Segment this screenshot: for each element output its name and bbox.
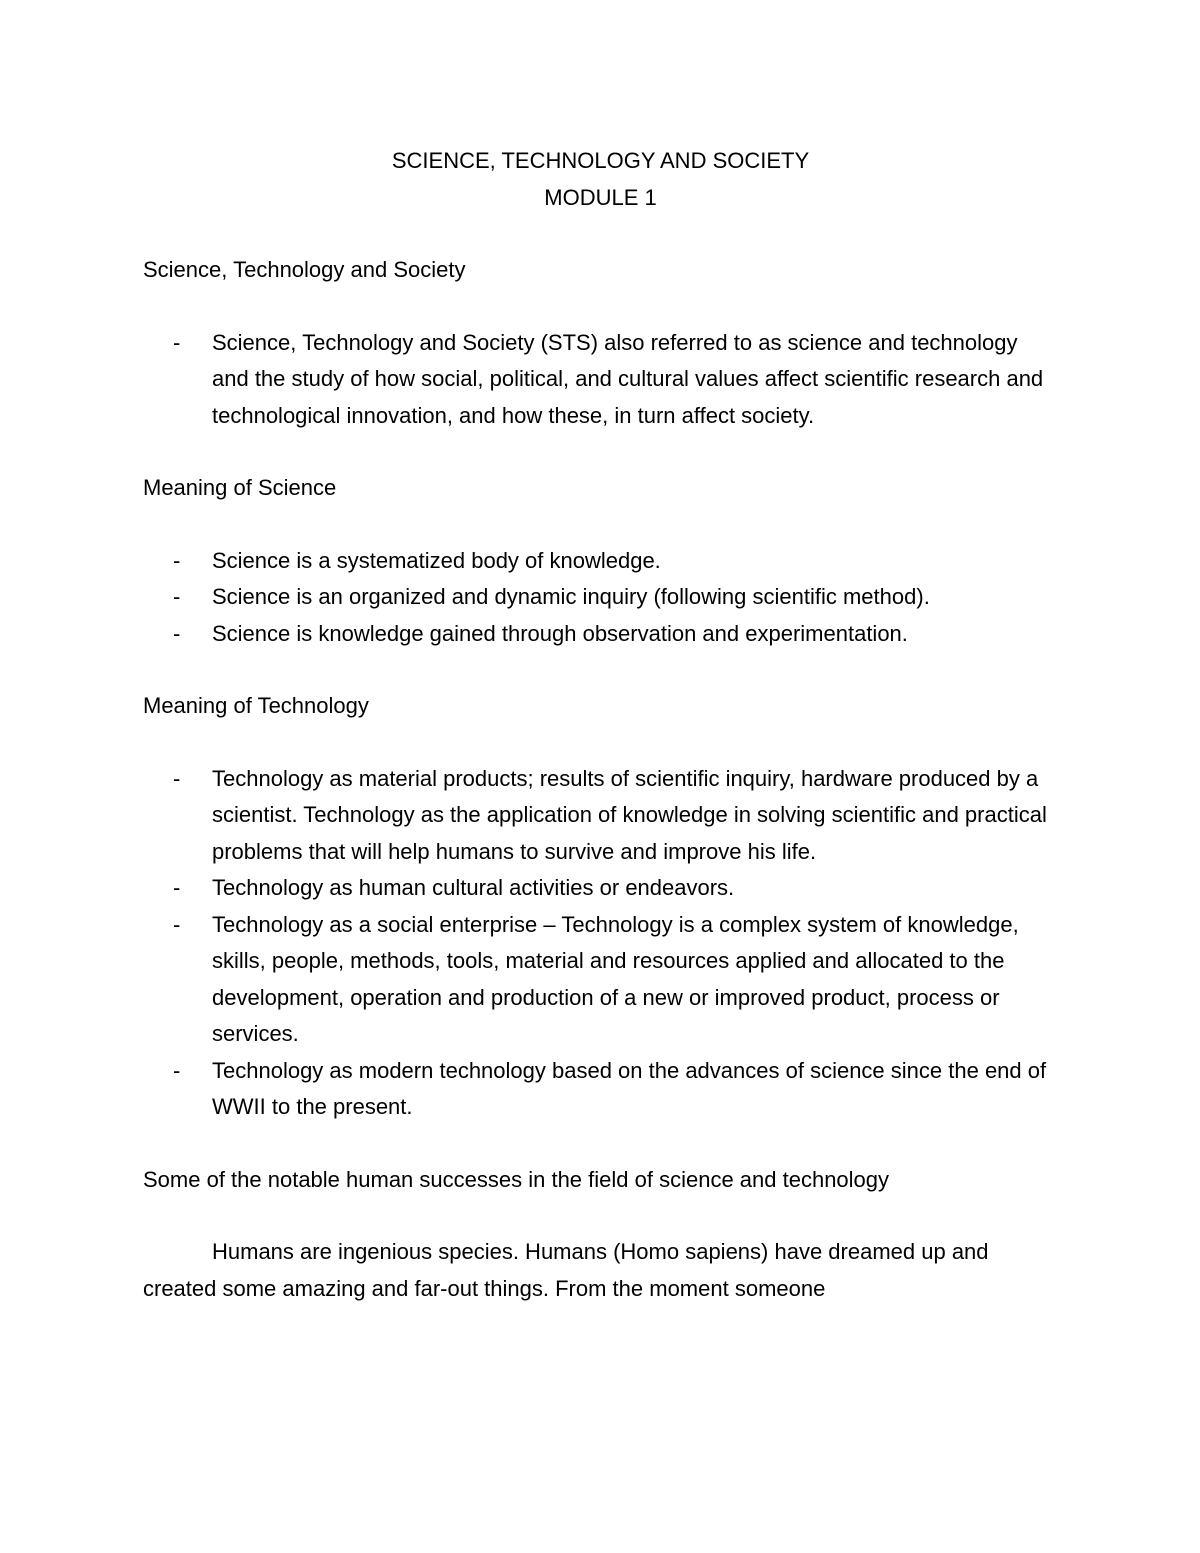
bullet-text: Science is a systematized body of knowledge. bbox=[212, 547, 661, 573]
section-heading-sts: Science, Technology and Society bbox=[143, 257, 466, 282]
bullet-text: Science is knowledge gained through observation and experimentation. bbox=[212, 620, 908, 646]
section-heading-technology: Meaning of Technology bbox=[143, 693, 369, 718]
title-block bbox=[143, 142, 1058, 216]
sts-bullet-list bbox=[143, 325, 1058, 435]
bullet-dash: - bbox=[173, 329, 181, 355]
list-item bbox=[143, 543, 1058, 580]
body-paragraph: Humans are ingenious species. Humans (Homo sapiens) have dreamed up and created some amazing and far-out things. From the moment someone bbox=[143, 1239, 989, 1301]
document-body bbox=[143, 142, 1058, 1307]
section-heading-science: Meaning of Science bbox=[143, 475, 337, 500]
bullet-text: Technology as material products; results of scientific inquiry, hardware produced by a scientist. Technology as the application of knowledge in solving scientific and practical problems that will help humans to survive and improve his life. bbox=[212, 765, 1047, 864]
list-item bbox=[143, 870, 1058, 907]
list-item bbox=[143, 907, 1058, 1053]
list-item bbox=[143, 616, 1058, 653]
module-label: MODULE 1 bbox=[544, 185, 657, 210]
bullet-text: Technology as modern technology based on the advances of science since the end of WWII to the present. bbox=[212, 1057, 1047, 1119]
document-title: SCIENCE, TECHNOLOGY AND SOCIETY bbox=[391, 148, 810, 173]
bullet-dash: - bbox=[173, 911, 181, 937]
bullet-text: Science, Technology and Society (STS) also referred to as science and technology and the study of how social, political, and cultural values affect scientific research and technological innovation, and how these, in turn affect society. bbox=[212, 329, 1044, 428]
bullet-dash: - bbox=[173, 875, 181, 900]
section-heading-successes: Some of the notable human successes in the field of science and technology bbox=[143, 1166, 890, 1192]
bullet-dash: - bbox=[173, 620, 181, 646]
list-item bbox=[143, 761, 1058, 871]
bullet-dash: - bbox=[173, 765, 181, 791]
bullet-text: Technology as human cultural activities or endeavors. bbox=[212, 875, 735, 900]
bullet-dash: - bbox=[173, 1057, 181, 1083]
bullet-text: Science is an organized and dynamic inquiry (following scientific method). bbox=[212, 584, 930, 609]
bullet-dash: - bbox=[173, 547, 181, 573]
technology-bullet-list bbox=[143, 761, 1058, 1126]
bullet-dash: - bbox=[173, 584, 181, 609]
science-bullet-list bbox=[143, 543, 1058, 653]
list-item bbox=[143, 579, 1058, 616]
list-item bbox=[143, 325, 1058, 435]
list-item bbox=[143, 1053, 1058, 1126]
bullet-text: Technology as a social enterprise – Technology is a complex system of knowledge, skills, people, methods, tools, material and resources applied and allocated to the development, operation and production of a new or improved product, process or services. bbox=[212, 911, 1019, 1046]
